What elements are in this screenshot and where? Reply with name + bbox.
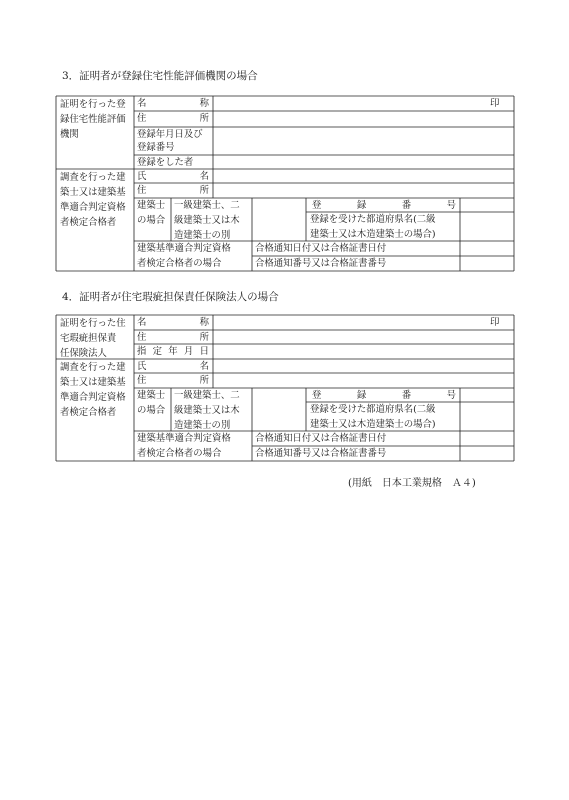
section3-class-label: 一級建築士、二 級建築士又は木 造建築士の別 [174, 200, 240, 241]
section3-kijun-label: 建築基準適合判定資格 者検定合格者の場合 [137, 243, 231, 269]
section3-reg-date-label: 登録年月日及び 登録番号 [137, 129, 203, 153]
section4-inspector-address-label: 住 所 [137, 375, 209, 386]
section4-inspector-name-label: 氏 名 [137, 361, 209, 372]
section3-org-label: 証明を行った登 録住宅性能評価 機関 [60, 99, 126, 140]
section4-name-label: 名 称 [137, 317, 209, 328]
section4-inspector-label: 調査を行った建 築士又は建築基 準適合判定資格 者検定合格者 [60, 362, 126, 418]
section4-kenchikushi-label: 建築士 の場合 [137, 390, 166, 416]
section3-pref-label: 登録を受けた都道府県名(二級 建築士又は木造建築士の場合) [310, 214, 436, 240]
section3-inspector-address-label: 住 所 [137, 185, 209, 196]
section3-pass-no-label: 合格通知番号又は合格証書番号 [255, 258, 387, 269]
section3-address-label: 住 所 [137, 113, 209, 124]
section3-inspector-name-label: 氏 名 [137, 171, 209, 182]
section3-kenchikushi-label: 建築士 の場合 [137, 200, 166, 226]
section4-address-label: 住 所 [137, 332, 209, 343]
section4-designation-label: 指 定 年 月 日 [137, 346, 209, 357]
section3-seal: 印 [490, 98, 500, 109]
paper-size-note: (用紙 日本工業規格 Ａ４) [348, 478, 476, 489]
section3-name-label: 名 称 [137, 98, 209, 109]
section4-reg-no-label: 登 録 番 号 [312, 390, 456, 401]
section4-pass-no-label: 合格通知番号又は合格証書番号 [255, 448, 387, 459]
section4-pass-date-label: 合格通知日付又は合格証書日付 [255, 433, 387, 444]
section3-heading: 3．証明者が登録住宅性能評価機関の場合 [62, 70, 258, 82]
section4-pref-label: 登録を受けた都道府県名(二級 建築士又は木造建築士の場合) [310, 404, 436, 430]
section4-org-label: 証明を行った住 宅瑕疵担保責 任保険法人 [60, 318, 126, 359]
section3-reg-no-label: 登 録 番 号 [312, 200, 456, 211]
section4-class-label: 一級建築士、二 級建築士又は木 造建築士の別 [174, 390, 240, 431]
section4-kijun-label: 建築基準適合判定資格 者検定合格者の場合 [137, 433, 231, 459]
section4-heading: 4．証明者が住宅瑕疵担保責任保険法人の場合 [62, 291, 279, 303]
section3-registrant-label: 登録をした者 [137, 157, 194, 168]
section3-inspector-label: 調査を行った建 築士又は建築基 準適合判定資格 者検定合格者 [60, 172, 126, 228]
section3-pass-date-label: 合格通知日付又は合格証書日付 [255, 243, 387, 254]
section4-seal: 印 [490, 317, 500, 328]
